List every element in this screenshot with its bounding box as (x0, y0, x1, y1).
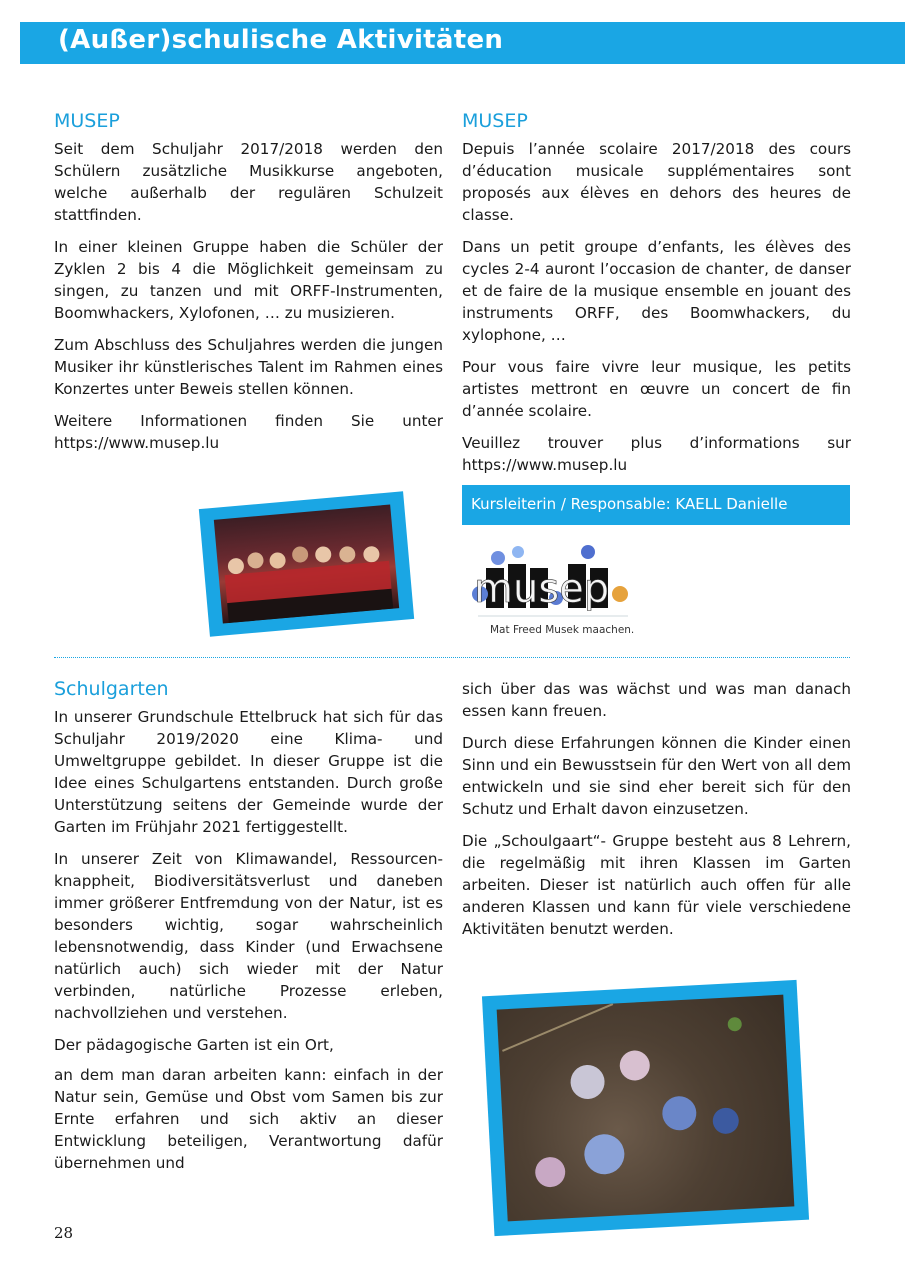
musep-fr-heading: MUSEP (462, 110, 528, 132)
schulgarten-paragraph: sich über das was wächst und was man danach essen kann freuen. (462, 680, 851, 720)
photo-figure (619, 1050, 651, 1082)
photo-figure (583, 1133, 625, 1175)
schulgarten-paragraph: Der pädagogische Garten ist ein Ort, (54, 1036, 334, 1054)
logo-figure-icon (612, 586, 628, 602)
photo-figure (661, 1095, 697, 1131)
schulgarten-right-column (462, 678, 851, 950)
page-title: (Außer)schulische Aktivitäten (58, 25, 504, 55)
schulgarten-paragraph: In unserer Zeit von Klimawandel, Ressourcenknappheit, Biodiversitätsverlust und daneben immer größerer Entfremdung von der Natur, ist es besonders wichtig, sogar wahrscheinlich lebensnotwendig, dass Kinder (und Erwachsene natürlich auch) sich wieder mit der Natur verbinden, natürliche Prozesse erleben, nachvollziehen und verstehen. (54, 850, 443, 1022)
schulgarten-paragraph: In unserer Grundschule Ettelbruck hat sich für das Schuljahr 2019/2020 eine Klima- und Umweltgruppe gebildet. In dieser Gruppe ist die Idee eines Schulgartens entstanden. Durch große Unterstützung seitens der Gemeinde wurde der Garten im Frühjahr 2021 fertiggestellt. (54, 708, 443, 836)
logo-figure-icon (581, 545, 595, 559)
schulgarten-heading: Schulgarten (54, 678, 169, 700)
schulgarten-paragraph: Die „Schoulgaart“- Gruppe besteht aus 8 Lehrern, die regelmäßig mit ihren Klassen im Garten arbeiten. Dieser ist natürlich auch offen für alle anderen Klassen und kann für viele verschiedene Aktivitäten benutzt werden. (462, 832, 851, 938)
musep-logo-graphic (468, 538, 640, 628)
photo-figure (570, 1064, 606, 1100)
musep-de-paragraph: Seit dem Schuljahr 2017/2018 werden den Schülern zusätzliche Musikkurse angeboten, welche außerhalb der regulären Schulzeit stattfinden. (54, 140, 443, 224)
musep-fr-section (462, 110, 851, 486)
photo-figure (269, 552, 286, 569)
musep-de-paragraph: Zum Abschluss des Schuljahres werden die jungen Musiker ihr künstlerisches Talent im Rahmen eines Konzertes unter Beweis stellen können. (54, 336, 443, 398)
photo-figure (712, 1107, 739, 1134)
musep-de-heading: MUSEP (54, 110, 120, 132)
section-divider (54, 657, 850, 658)
photo-content (214, 504, 399, 623)
schulgarten-left-column (54, 678, 443, 1184)
photo-figure (363, 546, 380, 563)
musep-fr-paragraph: Veuillez trouver plus d’informations sur https://www.musep.lu (462, 434, 851, 474)
logo-figure-icon (491, 551, 505, 565)
schulgarten-paragraph: an dem man daran arbeiten kann: einfach in der Natur sein, Gemüse und Obst vom Samen bis zur Ernte erfahren und sich aktiv an dieser Entwicklung beteiligen, Verantwortung dafür übernehmen und (54, 1066, 443, 1172)
musep-de-paragraph: Weitere Informationen finden Sie unter https://www.musep.lu (54, 412, 443, 452)
photo-stick (502, 1003, 613, 1052)
garden-photo (482, 980, 809, 1236)
title-banner (20, 22, 905, 64)
photo-figure (291, 546, 308, 563)
logo-figure-icon (512, 546, 524, 558)
photo-figure (247, 552, 264, 569)
musep-de-section (54, 110, 443, 464)
logo-tagline: Mat Freed Musek maachen. (490, 624, 635, 636)
page-number: 28 (54, 1224, 74, 1242)
responsable-box: Kursleiterin / Responsable: KAELL Danielle (462, 485, 850, 525)
musep-fr-paragraph: Pour vous faire vivre leur musique, les petits artistes mettront en œuvre un concert de fin d’année scolaire. (462, 358, 851, 420)
photo-plant (727, 1017, 742, 1032)
photo-figure (315, 546, 332, 563)
photo-figure (227, 557, 244, 574)
photo-figure (339, 546, 356, 563)
photo-figure (534, 1156, 566, 1188)
musep-group-photo (199, 491, 414, 636)
musep-logo (468, 538, 640, 640)
photo-content (497, 995, 795, 1222)
musep-fr-paragraph: Dans un petit groupe d’enfants, les élèves des cycles 2-4 auront l’occasion de chanter, de danser et de faire de la musique ensemble en jouant des instruments ORFF, des Boomwhackers, du xylophone, … (462, 238, 851, 344)
schulgarten-paragraph: Durch diese Erfahrungen können die Kinder einen Sinn und ein Bewusstsein für den Wert von all dem entwickeln und sie sind eher bereit sich für den Schutz und Erhalt davon einzusetzen. (462, 734, 851, 818)
musep-fr-paragraph: Depuis l’année scolaire 2017/2018 des cours d’éducation musicale supplémentaires sont proposés aux élèves en dehors des heures de classe. (462, 140, 851, 224)
musep-de-paragraph: In einer kleinen Gruppe haben die Schüler der Zyklen 2 bis 4 die Möglichkeit gemeinsam zu singen, zu tanzen und mit ORFF-Instrumenten, Boomwhackers, Xylofonen, … zu musizieren. (54, 238, 443, 322)
logo-wordmark: musep (474, 566, 610, 612)
